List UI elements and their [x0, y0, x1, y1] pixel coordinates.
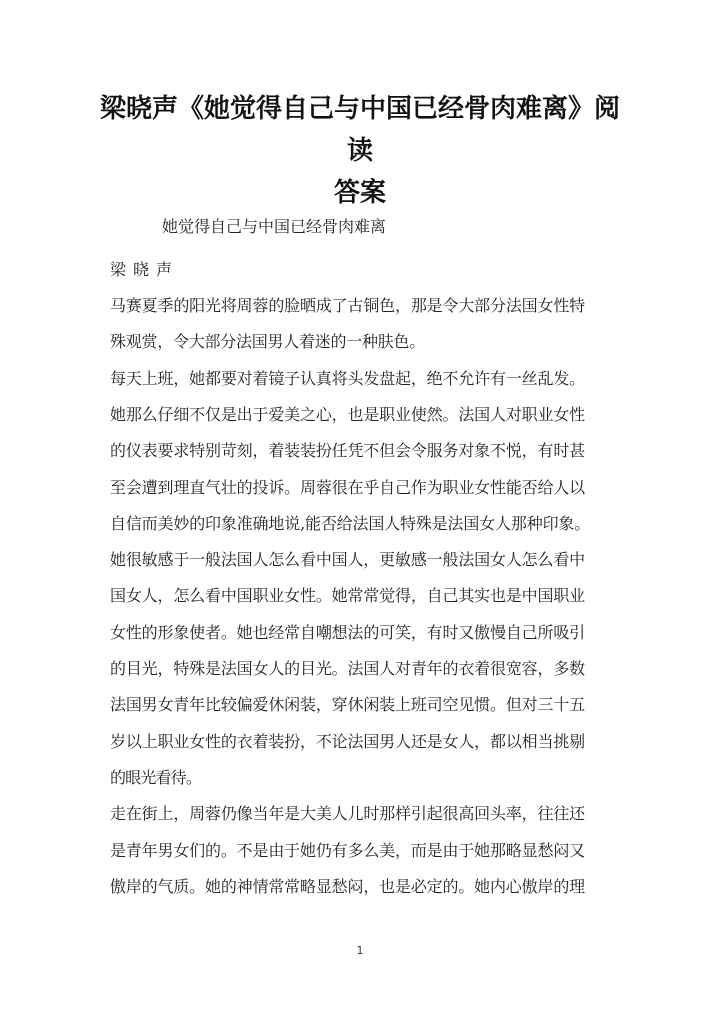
body-line: 傲岸的气质。她的神情常常略显愁闷，也是必定的。她内心傲岸的理 [110, 876, 586, 896]
title-line-2: 答案 [333, 178, 386, 208]
body-line: 的眼光看待。 [110, 767, 202, 787]
body-line: 国女人，怎么看中国职业女性。她常常觉得，自己其实也是中国职业 [110, 586, 586, 606]
article-author: 梁晓声 [110, 260, 180, 279]
body-line: 是青年男女们的。不是由于她仍有多么美，而是由于她那略显愁闷又 [110, 840, 586, 860]
article-subtitle: 她觉得自己与中国已经骨肉难离 [162, 217, 387, 236]
document-title [100, 88, 620, 214]
body-line: 每天上班，她都要对着镜子认真将头发盘起，绝不允许有一丝乱发。 [110, 368, 586, 388]
page-number: 1 [356, 944, 364, 957]
body-line: 马赛夏季的阳光将周蓉的脸晒成了古铜色，那是令大部分法国女性特 [110, 296, 586, 315]
body-line: 的仪表要求特别苛刻，着装装扮任凭不但会令服务对象不悦，有时甚 [110, 441, 586, 461]
body-line: 法国男女青年比较偏爱休闲装，穿休闲装上班司空见惯。但对三十五 [110, 695, 586, 715]
body-line: 走在街上，周蓉仍像当年是大美人儿时那样引起很高回头率，往往还 [110, 804, 586, 824]
body-line: 她很敏感于一般法国人怎么看中国人，更敏感一般法国女人怎么看中 [110, 550, 586, 570]
body-line: 至会遭到理直气壮的投诉。周蓉很在乎自己作为职业女性能否给人以 [110, 477, 586, 497]
body-line: 女性的形象使者。她也经常自嘲想法的可笑，有时又傲慢自己所吸引 [110, 622, 586, 642]
body-line: 岁以上职业女性的衣着装扮，不论法国男人还是女人，都以相当挑剔 [110, 731, 586, 751]
title-line-1: 梁晓声《她觉得自己与中国已经骨肉难离》阅读 [100, 94, 621, 166]
body-line: 自信而美妙的印象准确地说,能否给法国人特殊是法国女人那种印象。 [110, 513, 591, 533]
body-line: 她那么仔细不仅是出于爱美之心，也是职业使然。法国人对职业女性 [110, 404, 586, 424]
body-line: 的目光，特殊是法国女人的目光。法国人对青年的衣着很宽容，多数 [110, 659, 586, 678]
body-line: 殊观赏，令大部分法国男人着迷的一种肤色。 [110, 332, 426, 352]
